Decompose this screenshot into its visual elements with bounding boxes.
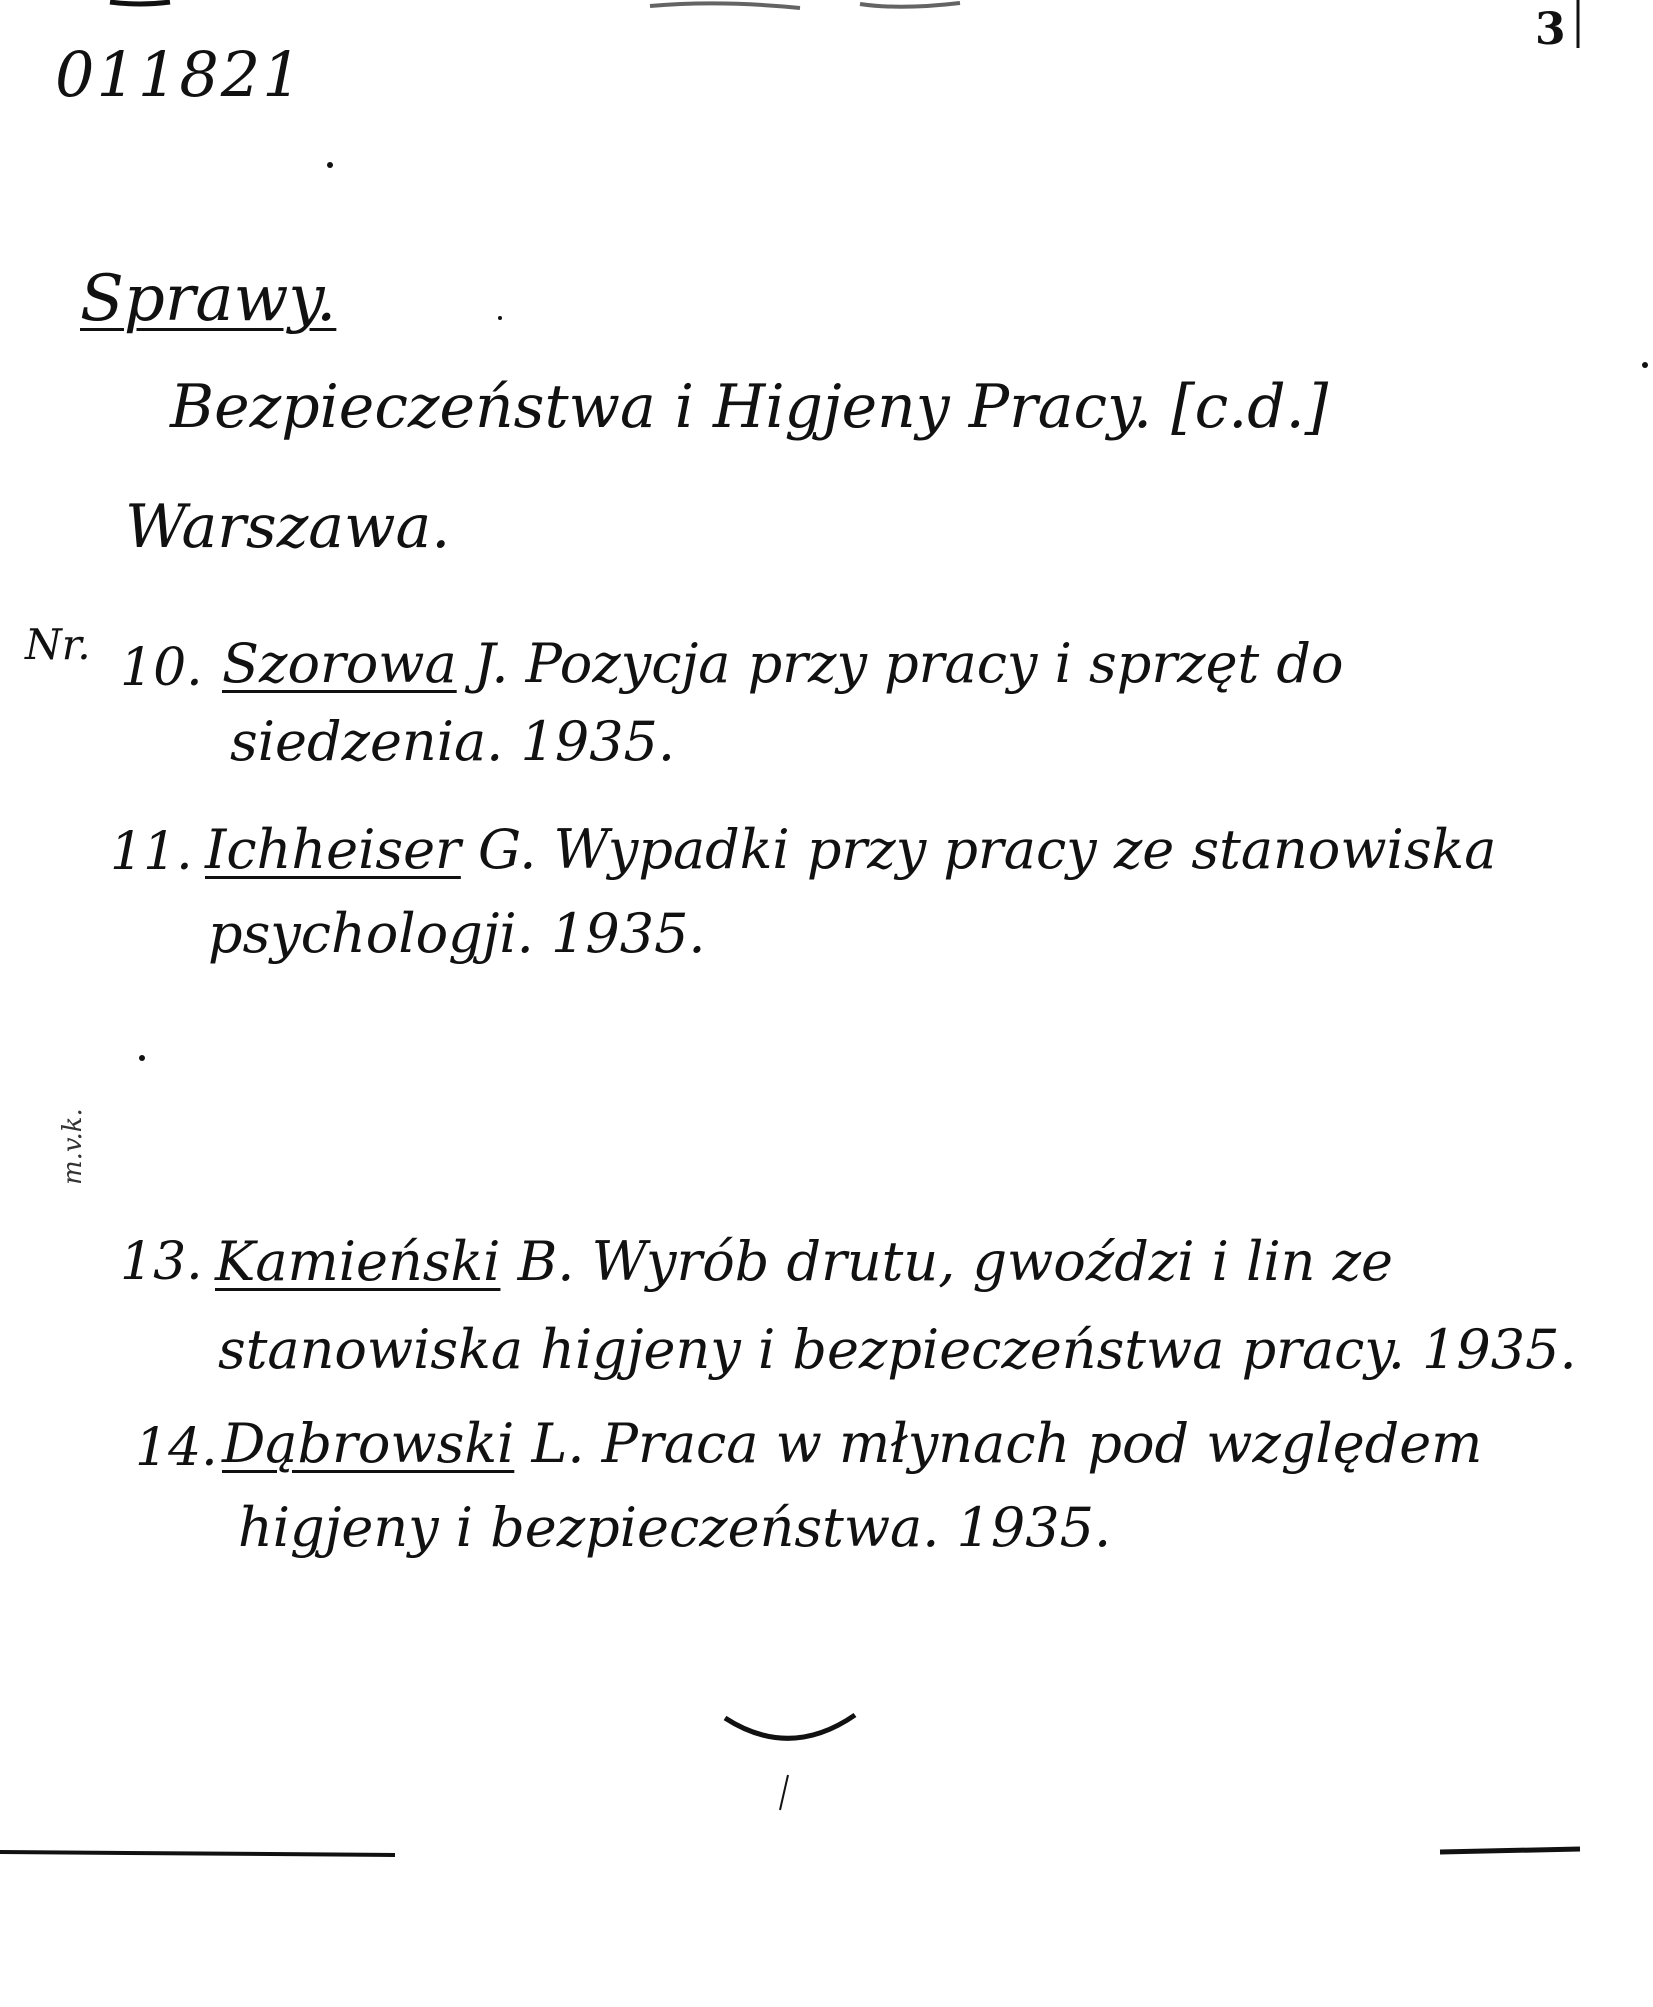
entry-number: 14. bbox=[135, 1418, 218, 1478]
entry-author: Szorowa bbox=[222, 632, 457, 695]
entry-number: 10. bbox=[120, 638, 203, 698]
document-id-number: 011821 bbox=[55, 38, 304, 111]
margin-note: m.v.k. bbox=[58, 1108, 88, 1185]
entry-title-start: G. Wypadki przy pracy ze stanowiska bbox=[460, 818, 1497, 881]
entry-line-2: higjeny i bezpieczeństwa. 1935. bbox=[238, 1496, 1112, 1559]
entry-author: Kamieński bbox=[215, 1230, 501, 1293]
bottom-center-curve bbox=[725, 1715, 855, 1738]
heading-category: Sprawy. bbox=[80, 262, 337, 336]
ink-dot bbox=[498, 316, 502, 320]
top-center-scan-smudge bbox=[650, 3, 960, 8]
bottom-center-tick bbox=[780, 1775, 788, 1810]
entry-line-1 bbox=[222, 632, 1343, 695]
entry-title-start: B. Wyrób drutu, gwoździ i lin ze bbox=[500, 1230, 1394, 1293]
entry-author: Dąbrowski bbox=[222, 1412, 515, 1475]
entry-author: Ichheiser bbox=[205, 818, 461, 881]
entry-line-1 bbox=[222, 1412, 1482, 1475]
bottom-left-rule bbox=[0, 1852, 395, 1855]
heading-city: Warszawa. bbox=[125, 492, 451, 562]
ink-dot bbox=[139, 1055, 145, 1061]
entry-line-2: stanowiska higjeny i bezpieczeństwa pracy. 1935. bbox=[218, 1318, 1577, 1381]
bottom-right-rule bbox=[1440, 1849, 1580, 1852]
entry-number: 13. bbox=[120, 1232, 203, 1292]
ink-dot bbox=[327, 162, 333, 168]
entry-line-2: siedzenia. 1935. bbox=[230, 710, 676, 773]
heading-topic: Bezpieczeństwa i Higjeny Pracy. [c.d.] bbox=[170, 372, 1329, 442]
entry-line-2: psychologji. 1935. bbox=[208, 902, 706, 965]
entry-title-start: J. Pozycja przy pracy i sprzęt do bbox=[456, 632, 1344, 695]
page-number: 3 bbox=[1535, 4, 1566, 55]
entry-number: 11. bbox=[110, 822, 193, 882]
entry-prefix: Nr. bbox=[25, 620, 91, 669]
entry-line-1 bbox=[205, 818, 1496, 881]
entry-line-1 bbox=[215, 1230, 1393, 1293]
entry-title-start: L. Praca w młynach pod względem bbox=[514, 1412, 1483, 1475]
top-left-scan-mark bbox=[110, 2, 170, 4]
ink-dot bbox=[1642, 362, 1648, 368]
